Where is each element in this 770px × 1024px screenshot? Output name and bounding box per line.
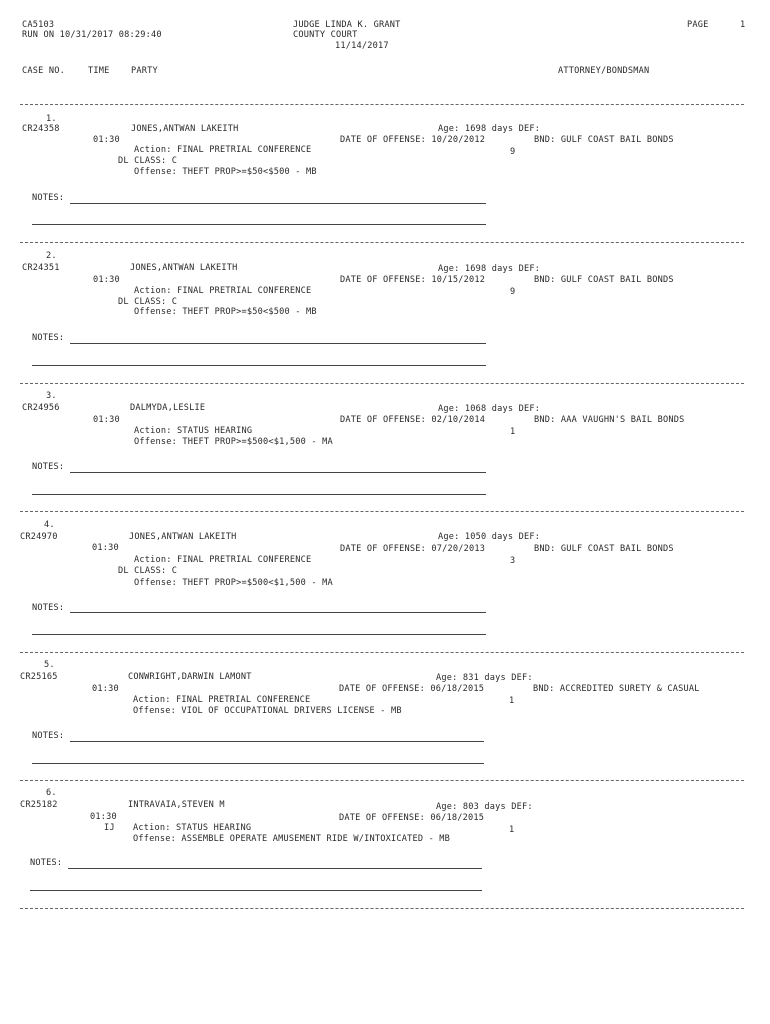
defendant-age: Age: 1698 days DEF: [438,124,541,134]
offense: Offense: THEFT PROP>=$50<$500 - MB [134,167,317,177]
bondsman: BND: GULF COAST BAIL BONDS [534,135,674,145]
count: 9 [510,147,516,157]
action: Action: FINAL PRETRIAL CONFERENCE [134,145,312,155]
case-number-index: 5. [44,660,55,670]
notes-line[interactable] [70,472,486,473]
column-header-party: PARTY [131,66,158,76]
notes-label: NOTES: [32,731,65,741]
offense: Offense: THEFT PROP>=$500<$1,500 - MA [134,578,333,588]
hearing-time: 01:30 [93,135,120,145]
action: Action: FINAL PRETRIAL CONFERENCE [134,286,312,296]
separator-line [20,511,744,512]
bondsman: BND: ACCREDITED SURETY & CASUAL [533,684,700,694]
action: Action: STATUS HEARING [134,426,253,436]
party-name: JONES,ANTWAN LAKEITH [129,532,237,542]
bondsman: BND: AAA VAUGHN'S BAIL BONDS [534,415,685,425]
notes-line[interactable] [70,741,484,742]
party-name: INTRAVAIA,STEVEN M [128,800,225,810]
notes-label: NOTES: [32,333,65,343]
run-timestamp: RUN ON 10/31/2017 08:29:40 [22,30,162,40]
case-number: CR24956 [22,403,60,413]
case-number-index: 3. [46,391,57,401]
column-header-attorney: ATTORNEY/BONDSMAN [558,66,650,76]
defendant-age: Age: 1698 days DEF: [438,264,541,274]
page-label: PAGE [687,20,709,30]
defendant-age: Age: 1050 days DEF: [438,532,541,542]
separator-line [20,383,744,384]
case-number: CR25165 [20,672,58,682]
party-name: JONES,ANTWAN LAKEITH [130,263,238,273]
party-name: CONWRIGHT,DARWIN LAMONT [128,672,252,682]
docket-date: 11/14/2017 [335,41,389,51]
page-number: 1 [740,20,746,30]
count: 3 [510,556,516,566]
case-number-index: 1. [46,114,57,124]
hearing-time: 01:30 [93,275,120,285]
separator-line [20,652,744,653]
action: Action: FINAL PRETRIAL CONFERENCE [133,695,311,705]
defendant-age: Age: 1068 days DEF: [438,404,541,414]
offense: Offense: THEFT PROP>=$500<$1,500 - MA [134,437,333,447]
judge-name: JUDGE LINDA K. GRANT [293,20,401,30]
separator-line [20,242,744,243]
notes-line[interactable] [32,763,484,764]
notes-line[interactable] [70,612,486,613]
offense-date: DATE OF OFFENSE: 06/18/2015 [339,813,485,823]
notes-label: NOTES: [32,462,65,472]
offense: Offense: ASSEMBLE OPERATE AMUSEMENT RIDE W/INTOXICATED - MB [133,834,451,844]
offense-date: DATE OF OFFENSE: 07/20/2013 [340,544,486,554]
dl-class: DL CLASS: C [118,156,178,166]
court-name: COUNTY COURT [293,30,358,40]
hearing-time: 01:30 [92,543,119,553]
hearing-time: 01:30 [90,812,117,822]
case-number: CR24358 [22,124,60,134]
dl-class: DL CLASS: C [118,566,178,576]
notes-line[interactable] [32,365,486,366]
notes-line[interactable] [32,224,486,225]
report-id: CA5103 [22,20,55,30]
offense-date: DATE OF OFFENSE: 10/15/2012 [340,275,486,285]
case-number: CR24970 [20,532,58,542]
hearing-time: 01:30 [93,415,120,425]
case-number-index: 4. [44,520,55,530]
separator-line [20,908,744,909]
notes-line[interactable] [70,343,486,344]
case-number-index: 6. [46,788,57,798]
action: Action: FINAL PRETRIAL CONFERENCE [134,555,312,565]
separator-line [20,104,744,105]
bondsman: BND: GULF COAST BAIL BONDS [534,544,674,554]
offense-date: DATE OF OFFENSE: 10/20/2012 [340,135,486,145]
hearing-code: IJ [104,823,115,833]
count: 1 [509,696,515,706]
offense: Offense: VIOL OF OCCUPATIONAL DRIVERS LICENSE - MB [133,706,402,716]
separator-line [20,780,744,781]
column-header-case-no: CASE NO. [22,66,65,76]
offense: Offense: THEFT PROP>=$50<$500 - MB [134,307,317,317]
offense-date: DATE OF OFFENSE: 02/10/2014 [340,415,486,425]
count: 1 [509,825,515,835]
case-number: CR24351 [22,263,60,273]
count: 9 [510,287,516,297]
notes-label: NOTES: [32,603,65,613]
dl-class: DL CLASS: C [118,297,178,307]
notes-line[interactable] [32,634,486,635]
notes-line[interactable] [70,203,486,204]
action: Action: STATUS HEARING [133,823,252,833]
case-number: CR25182 [20,800,58,810]
notes-line[interactable] [32,494,486,495]
defendant-age: Age: 803 days DEF: [436,802,533,812]
offense-date: DATE OF OFFENSE: 06/18/2015 [339,684,485,694]
bondsman: BND: GULF COAST BAIL BONDS [534,275,674,285]
notes-line[interactable] [30,890,482,891]
party-name: JONES,ANTWAN LAKEITH [131,124,239,134]
defendant-age: Age: 831 days DEF: [436,673,533,683]
column-header-time: TIME [88,66,110,76]
party-name: DALMYDA,LESLIE [130,403,206,413]
notes-label: NOTES: [32,193,65,203]
notes-line[interactable] [68,868,482,869]
count: 1 [510,427,516,437]
hearing-time: 01:30 [92,684,119,694]
case-number-index: 2. [46,251,57,261]
notes-label: NOTES: [30,858,63,868]
